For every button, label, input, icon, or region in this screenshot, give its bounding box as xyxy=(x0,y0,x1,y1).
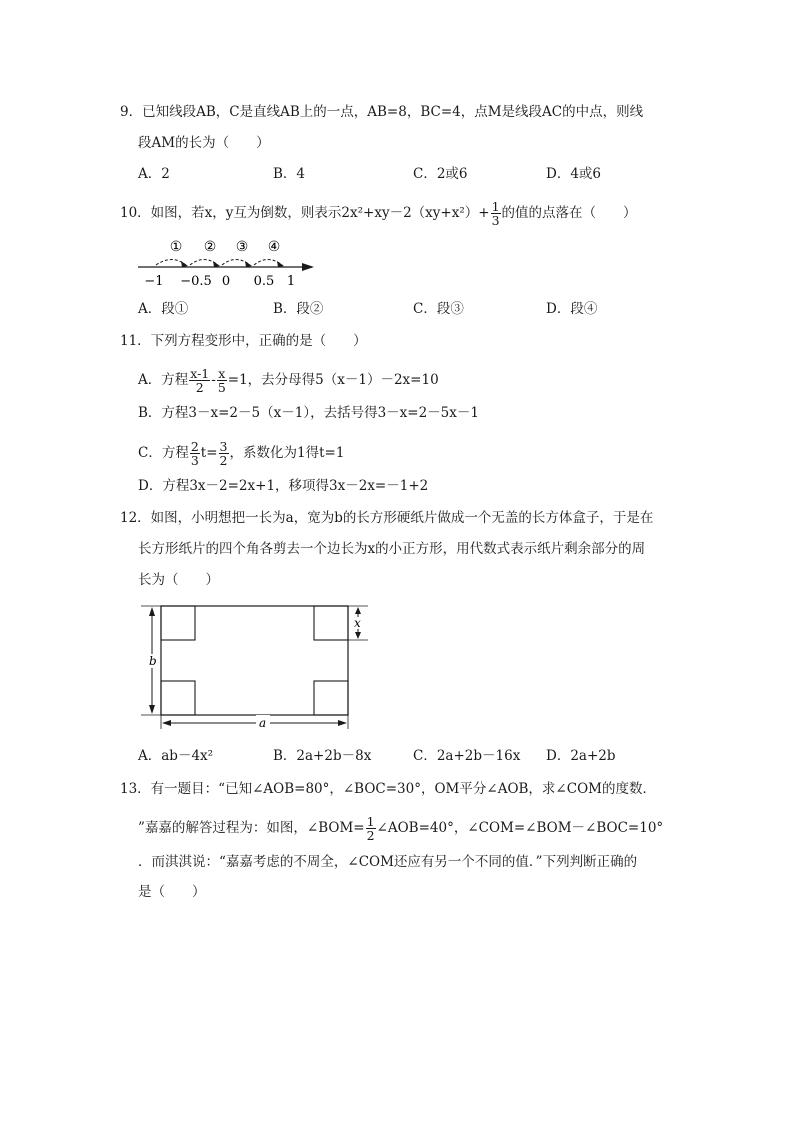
q10-prefix: 10．如图，若x，y互为倒数，则表示 xyxy=(120,205,342,221)
q11-c-fraction-1-num: 2 xyxy=(190,439,199,454)
q11-c-fraction-2 xyxy=(219,440,229,467)
b-arrow-top xyxy=(149,607,155,616)
segment-arrow-4 xyxy=(277,261,284,267)
q12-option-d: D．2a+2b xyxy=(546,748,616,764)
x-label: x xyxy=(354,616,361,630)
q9-stem-line2: 段AM的长为（ ） xyxy=(138,135,270,151)
q13-fraction-num: 1 xyxy=(366,814,375,829)
q9-stem-line1: 9．已知线段AB，C是直线AB上的一点，AB=8，BC=4，点M是线段AC的中点，则线 xyxy=(120,104,644,120)
q10-fraction-den: 3 xyxy=(491,213,500,228)
tick-label-05: 0.5 xyxy=(253,274,275,289)
q11-a-suffix: =1，去分母得5（x－1）－2x=10 xyxy=(227,372,439,388)
q12-option-a: A．ab－4x² xyxy=(138,748,214,764)
q10-option-c: C．段③ xyxy=(413,301,464,317)
q13-stem-line4: 是（ ） xyxy=(138,884,206,900)
q11-c-fraction-2-num: 3 xyxy=(219,439,228,454)
tick-label-0: 0 xyxy=(221,274,231,289)
cardboard-rectangle xyxy=(161,606,348,715)
segment-arrow-2 xyxy=(213,261,220,267)
b-arrow-bottom xyxy=(149,705,155,714)
segment-label-3: ③ xyxy=(235,239,249,255)
q11-a-fraction-2-num: x xyxy=(218,366,226,381)
q11-option-d: D．方程3x－2=2x+1，移项得3x－2x=－1+2 xyxy=(138,478,429,494)
q11-a-fraction-1-den: 2 xyxy=(195,380,204,395)
q11-stem: 11．下列方程变形中，正确的是（ ） xyxy=(120,333,367,349)
q10-option-b: B．段② xyxy=(273,301,324,317)
q11-c-prefix: C．方程 xyxy=(138,445,189,461)
tick-label-neg05: −0.5 xyxy=(180,274,212,289)
q10-option-d: D．段④ xyxy=(546,301,598,317)
a-arrow-left xyxy=(162,720,171,726)
q9-option-a: A．2 xyxy=(138,166,170,182)
q9-option-c: C．2或6 xyxy=(413,166,468,182)
q11-c-fraction-1-den: 3 xyxy=(190,453,199,468)
corner-square-top-left xyxy=(161,606,195,640)
q11-c-fraction-2-den: 2 xyxy=(219,453,228,468)
q11-c-fraction-1 xyxy=(190,440,200,467)
q13-stem-line1: 13．有一题目：“已知∠AOB=80°，∠BOC=30°，OM平分∠AOB，求∠COM的度数． xyxy=(120,781,656,797)
q12-rectangle-figure xyxy=(136,598,376,738)
segment-label-1: ① xyxy=(169,239,183,255)
q11-a-prefix: A．方程 xyxy=(138,372,189,388)
q11-a-fraction-1 xyxy=(189,367,210,394)
q13-fraction xyxy=(366,815,376,842)
q9-option-b: B．4 xyxy=(273,166,306,182)
q12-stem-line1: 12．如图，小明想把一长为a，宽为b的长方形硬纸片做成一个无盖的长方体盒子，于是在 xyxy=(120,510,654,526)
corner-square-bottom-right xyxy=(314,681,348,715)
q11-c-suffix: ，系数化为1得t=1 xyxy=(229,445,345,461)
x-arrow-bottom xyxy=(355,632,361,639)
q11-option-c xyxy=(138,440,344,467)
q13-line2-suffix: ∠AOB=40°，∠COM=∠BOM－∠BOC=10° xyxy=(376,820,664,836)
q13-stem-line3: ．而淇淇说：“嘉嘉考虑的不周全，∠COM还应有另一个不同的值．”下列判断正确的 xyxy=(138,854,638,870)
q11-a-fraction-1-num: x-1 xyxy=(190,366,210,381)
q10-option-a: A．段① xyxy=(138,301,189,317)
q10-stem xyxy=(120,200,637,227)
x-arrow-top xyxy=(355,607,361,614)
segment-label-2: ② xyxy=(203,239,217,255)
q10-suffix: 的值的点落在（ ） xyxy=(501,205,637,221)
q9-option-d: D．4或6 xyxy=(546,166,602,182)
number-line-arrowhead xyxy=(302,263,314,271)
a-label: a xyxy=(259,716,267,730)
q11-a-fraction-2-den: 5 xyxy=(217,380,226,395)
tick-label-neg1: −1 xyxy=(144,274,164,289)
q11-option-b: B．方程3－x=2－5（x－1），去括号得3－x=2－5x－1 xyxy=(138,405,479,421)
q12-stem-line3: 长为（ ） xyxy=(138,572,219,588)
q10-fraction xyxy=(491,200,501,227)
q11-a-minus: - xyxy=(211,372,216,388)
q12-option-c: C．2a+2b－16x xyxy=(413,748,521,764)
segment-arrow-3 xyxy=(245,261,252,267)
segment-label-4: ④ xyxy=(267,239,281,255)
q13-line2-prefix: ”嘉嘉的解答过程为：如图，∠BOM= xyxy=(138,820,365,836)
q10-number-line xyxy=(130,232,330,292)
q13-fraction-den: 2 xyxy=(366,828,375,843)
a-arrow-right xyxy=(338,720,347,726)
q10-expression: 2x²+xy－2（xy+x²）+ xyxy=(341,205,490,221)
q11-c-mid: t= xyxy=(200,445,218,461)
corner-square-top-right xyxy=(314,606,348,640)
q13-stem-line2 xyxy=(138,815,663,842)
q12-option-b: B．2a+2b－8x xyxy=(273,748,372,764)
q11-option-a xyxy=(138,367,439,394)
tick-label-1: 1 xyxy=(286,274,296,289)
b-label: b xyxy=(149,654,157,668)
q12-stem-line2: 长方形纸片的四个角各剪去一个边长为x的小正方形，用代数式表示纸片剩余部分的周 xyxy=(138,541,646,557)
q10-fraction-num: 1 xyxy=(491,199,500,214)
segment-arrow-1 xyxy=(181,261,188,267)
q11-a-fraction-2 xyxy=(217,367,227,394)
corner-square-bottom-left xyxy=(161,681,195,715)
